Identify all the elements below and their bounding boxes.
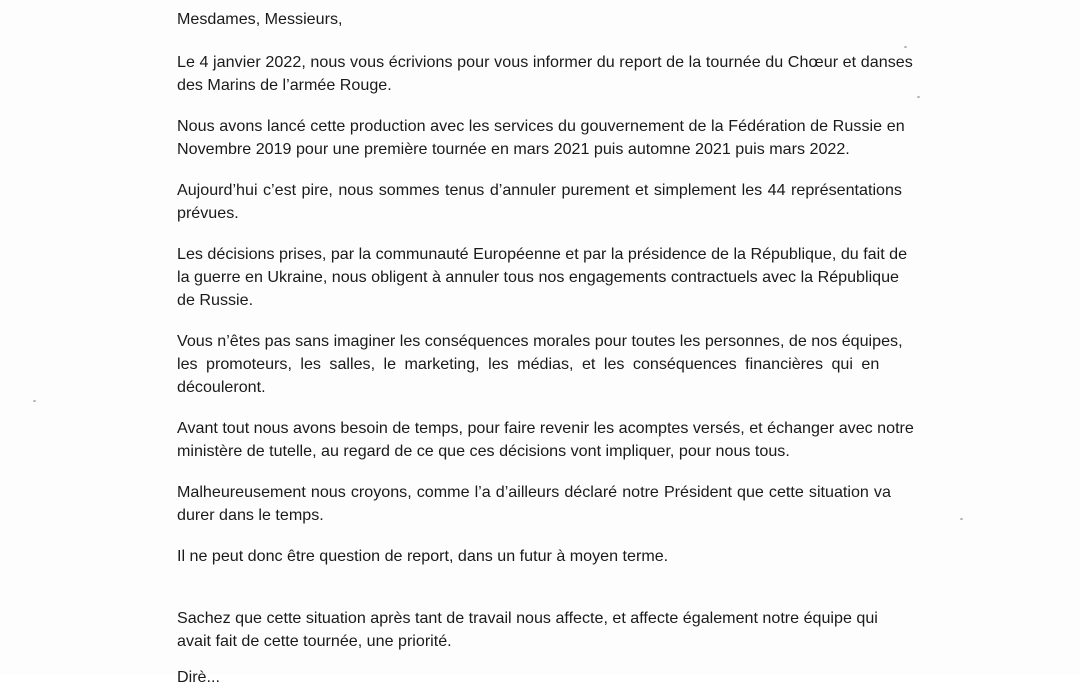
scan-speck — [33, 400, 36, 402]
paragraph-9-line-2: avait fait de cette tournée, une priorité. — [177, 632, 452, 650]
paragraph-6-line-2: ministère de tutelle, au regard de ce que ces décisions vont impliquer, pour nous tous. — [177, 442, 790, 460]
paragraph-3-line-2: prévues. — [177, 204, 239, 222]
paragraph-8-line-1: Il ne peut donc être question de report, dans un futur à moyen terme. — [177, 547, 669, 565]
paragraph-2-line-2: Novembre 2019 pour une première tournée en mars 2021 puis automne 2021 puis mars 2022. — [177, 140, 850, 158]
paragraph-6-line-1: Avant tout nous avons besoin de temps, pour faire revenir les acomptes versés, et échanger avec notre — [177, 419, 914, 437]
scan-speck — [917, 96, 920, 98]
cut-off-line: Dirè... — [177, 668, 220, 686]
paragraph-1-line-2: des Marins de l’armée Rouge. — [177, 76, 392, 94]
paragraph-9-line-1: Sachez que cette situation après tant de travail nous affecte, et affecte également notre équipe qui — [177, 609, 878, 627]
paragraph-3-line-1: Aujourd’hui c’est pire, nous sommes tenus d’annuler purement et simplement les 44 représentations — [177, 181, 902, 199]
paragraph-1-line-1: Le 4 janvier 2022, nous vous écrivions pour vous informer du report de la tournée du Chœur et danses — [177, 53, 913, 71]
paragraph-4-line-1: Les décisions prises, par la communauté Européenne et par la présidence de la République, du fait de — [177, 245, 908, 263]
paragraph-2-line-1: Nous avons lancé cette production avec les services du gouvernement de la Fédération de Russie en — [177, 117, 905, 135]
scan-speck — [960, 518, 963, 520]
paragraph-5-line-1: Vous n’êtes pas sans imaginer les conséquences morales pour toutes les personnes, de nos équipes, — [177, 332, 903, 350]
paragraph-5-line-3: découleront. — [177, 378, 266, 396]
paragraph-5-line-2: les promoteurs, les salles, le marketing, les médias, et les conséquences financières qui en — [177, 355, 880, 373]
paragraph-4-line-3: de Russie. — [177, 291, 254, 309]
paragraph-7-line-2: durer dans le temps. — [177, 506, 324, 524]
paragraph-7-line-1: Malheureusement nous croyons, comme l’a d’ailleurs déclaré notre Président que cette situation va — [177, 483, 891, 501]
salutation: Mesdames, Messieurs, — [177, 10, 343, 28]
scan-speck — [904, 46, 907, 48]
paragraph-4-line-2: la guerre en Ukraine, nous obligent à annuler tous nos engagements contractuels avec la République — [177, 268, 900, 286]
